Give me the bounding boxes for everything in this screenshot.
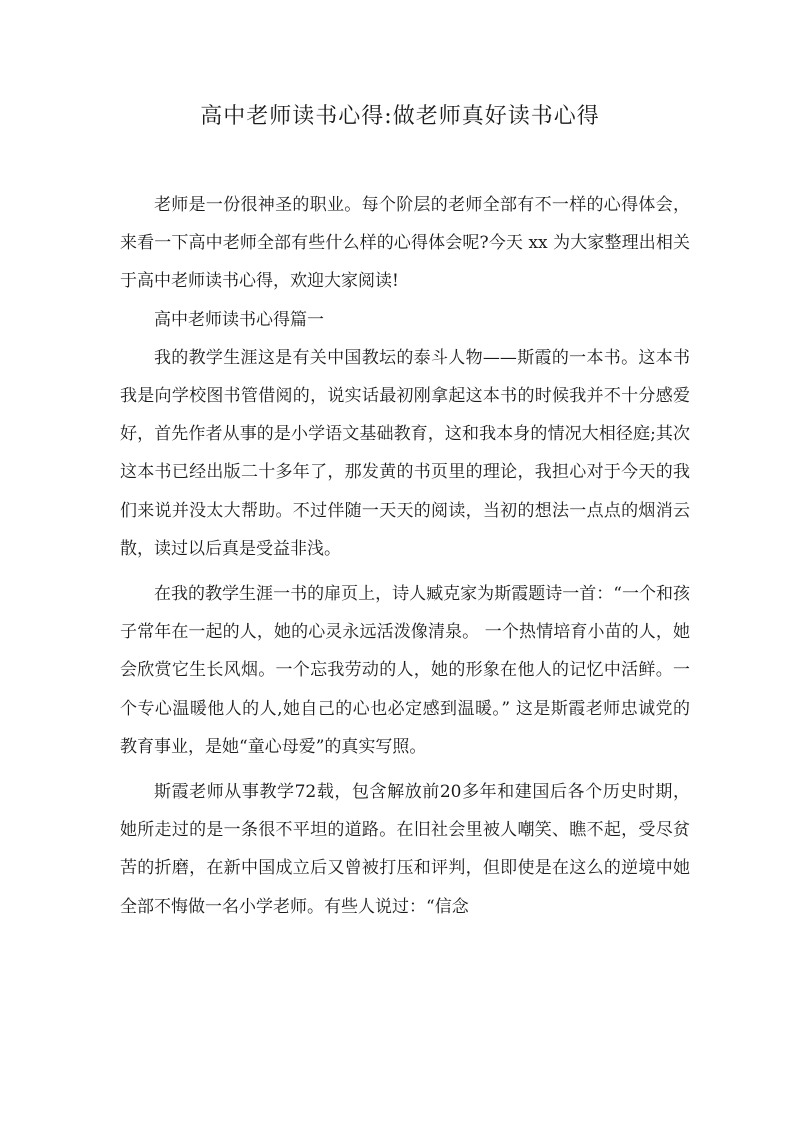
body-paragraph-1: 我的教学生涯这是有关中国教坛的泰斗人物——斯霞的一本书。这本书我是向学校图书管借阅的，说实话最初刚拿起这本书的时候我并不十分感爱好，首先作者从事的是小学语文基础教育，这和我本身的情况大相径庭;其次这本书已经出版二十多年了，那发黄的书页里的理论，我担心对于今天的我们来说并没太大帮助。不过伴随一天天的阅读，当初的想法一点点的烟消云散，读过以后真是受益非浅。: [120, 347, 690, 559]
document-body: [120, 186, 690, 926]
intro-paragraph: 老师是一份很神圣的职业。每个阶层的老师全部有不一样的心得体会，来看一下高中老师全部有些什么样的心得体会呢?今天 xx 为大家整理出相关于高中老师读书心得，欢迎大家阅读!: [120, 195, 690, 292]
body-paragraph-3: 斯霞老师从事教学72载，包含解放前20多年和建国后各个历史时期，她所走过的是一条很不平坦的道路。在旧社会里被人嘲笑、瞧不起，受尽贫苦的折磨，在新中国成立后又曾被打压和评判，但即使是在这么的逆境中她全部不悔做一名小学老师。有些人说过：“信念: [120, 782, 690, 917]
page-title: 高中老师读书心得:做老师真好读书心得: [200, 104, 600, 129]
section-heading: 高中老师读书心得篇一: [154, 309, 324, 330]
body-paragraph-2: 在我的教学生涯一书的扉页上，诗人臧克家为斯霞题诗一首：“一个和孩子常年在一起的人，她的心灵永远活泼像清泉。 一个热情培育小苗的人，她会欣赏它生长风烟。一个忘我劳动的人，她的形象在他人的记忆中活鲜。一个专心温暖他人的人,她自己的心也必定感到温暖。” 这是斯霞老师忠诚党的教育事业，是她“童心母爱”的真实写照。: [120, 584, 690, 757]
